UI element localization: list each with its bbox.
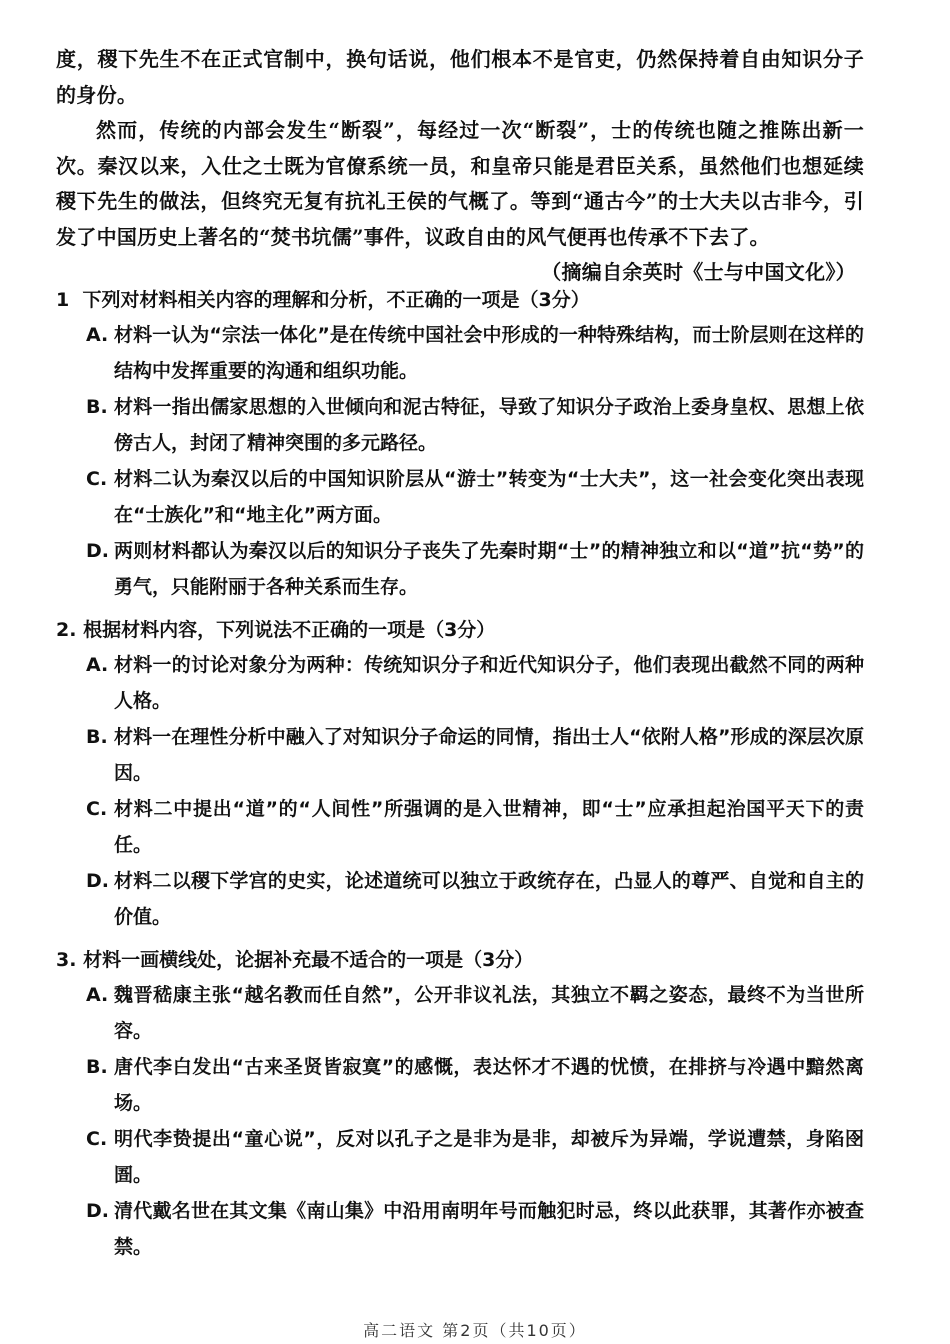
- option-letter: D.: [86, 1200, 109, 1222]
- option-letter: B.: [86, 396, 108, 418]
- option-list: [56, 317, 864, 605]
- option-text: 两则材料都认为秦汉以后的知识分子丧失了先秦时期“士”的精神独立和以“道”抗“势”的勇气，只能附丽于各种关系而生存。: [114, 540, 864, 598]
- option-letter: B.: [86, 726, 108, 748]
- option-letter: A.: [86, 654, 109, 676]
- option-b: [86, 389, 864, 461]
- option-text: 材料一指出儒家思想的入世倾向和泥古特征，导致了知识分子政治上委身皇权、思想上依傍古人，封闭了精神突围的多元路径。: [114, 396, 864, 454]
- option-list: [56, 977, 864, 1265]
- option-a: [86, 317, 864, 389]
- question-stem: [56, 283, 864, 317]
- question-1: [56, 283, 864, 605]
- question-list: [56, 283, 864, 1273]
- question-number: 1: [56, 289, 70, 311]
- option-d: [86, 533, 864, 605]
- option-c: [86, 791, 864, 863]
- option-text: 魏晋嵇康主张“越名教而任自然”，公开非议礼法，其独立不羁之姿态，最终不为当世所容。: [114, 984, 864, 1042]
- option-c: [86, 461, 864, 533]
- option-text: 清代戴名世在其文集《南山集》中沿用南明年号而触犯时忌，终以此获罪，其著作亦被查禁。: [114, 1200, 864, 1258]
- question-text: 根据材料内容，下列说法不正确的一项是（3分）: [83, 619, 496, 641]
- option-text: 材料二认为秦汉以后的中国知识阶层从“游士”转变为“士大夫”，这一社会变化突出表现在“士族化”和“地主化”两方面。: [114, 468, 864, 526]
- option-d: [86, 863, 864, 935]
- page-footer: 高二语文 第2页（共10页）: [363, 1321, 587, 1340]
- option-text: 材料二以稷下学宫的史实，论述道统可以独立于政统存在，凸显人的尊严、自觉和自主的价值。: [114, 870, 864, 928]
- option-letter: C.: [86, 798, 108, 820]
- option-text: 材料一的讨论对象分为两种：传统知识分子和近代知识分子，他们表现出截然不同的两种人格。: [114, 654, 864, 712]
- question-number: 3.: [56, 949, 77, 971]
- passage-paragraph: 度，稷下先生不在正式官制中，换句话说，他们根本不是官吏，仍然保持着自由知识分子的身份。: [56, 47, 864, 107]
- question-number: 2.: [56, 619, 77, 641]
- option-text: 明代李贽提出“童心说”，反对以孔子之是非为是非，却被斥为异端，学说遭禁，身陷囹圄。: [114, 1128, 864, 1186]
- option-letter: C.: [86, 468, 108, 490]
- passage-source: （摘编自余英时《士与中国文化》）: [541, 260, 856, 284]
- question-3: [56, 943, 864, 1265]
- option-text: 材料一认为“宗法一体化”是在传统中国社会中形成的一种特殊结构，而士阶层则在这样的结构中发挥重要的沟通和组织功能。: [114, 324, 864, 382]
- question-2: [56, 613, 864, 935]
- option-list: [56, 647, 864, 935]
- reading-passage: [56, 42, 864, 291]
- option-text: 材料一在理性分析中融入了对知识分子命运的同情，指出士人“依附人格”形成的深层次原因。: [114, 726, 864, 784]
- question-text: 材料一画横线处，论据补充最不适合的一项是（3分）: [83, 949, 534, 971]
- question-text: 下列对材料相关内容的理解和分析，不正确的一项是（3分）: [82, 289, 590, 311]
- option-a: [86, 977, 864, 1049]
- option-letter: A.: [86, 984, 109, 1006]
- option-text: 材料二中提出“道”的“人间性”所强调的是入世精神，即“士”应承担起治国平天下的责任。: [114, 798, 864, 856]
- passage-paragraph: 然而，传统的内部会发生“断裂”，每经过一次“断裂”，士的传统也随之推陈出新一次。秦汉以来，入仕之士既为官僚系统一员，和皇帝只能是君臣关系，虽然他们也想延续稷下先生的做法，但终究无复有抗礼王侯的气概了。等到“通古今”的士大夫以古非今，引发了中国历史上著名的“焚书坑儒”事件，议政自由的风气便再也传承不下去了。: [56, 118, 864, 249]
- option-letter: A.: [86, 324, 109, 346]
- option-b: [86, 1049, 864, 1121]
- option-b: [86, 719, 864, 791]
- question-stem: [56, 613, 864, 647]
- option-letter: D.: [86, 540, 109, 562]
- option-d: [86, 1193, 864, 1265]
- option-letter: C.: [86, 1128, 108, 1150]
- option-text: 唐代李白发出“古来圣贤皆寂寞”的感慨，表达怀才不遇的忧愤，在排挤与冷遇中黯然离场。: [114, 1056, 864, 1114]
- option-a: [86, 647, 864, 719]
- question-stem: [56, 943, 864, 977]
- option-letter: B.: [86, 1056, 108, 1078]
- option-letter: D.: [86, 870, 109, 892]
- option-c: [86, 1121, 864, 1193]
